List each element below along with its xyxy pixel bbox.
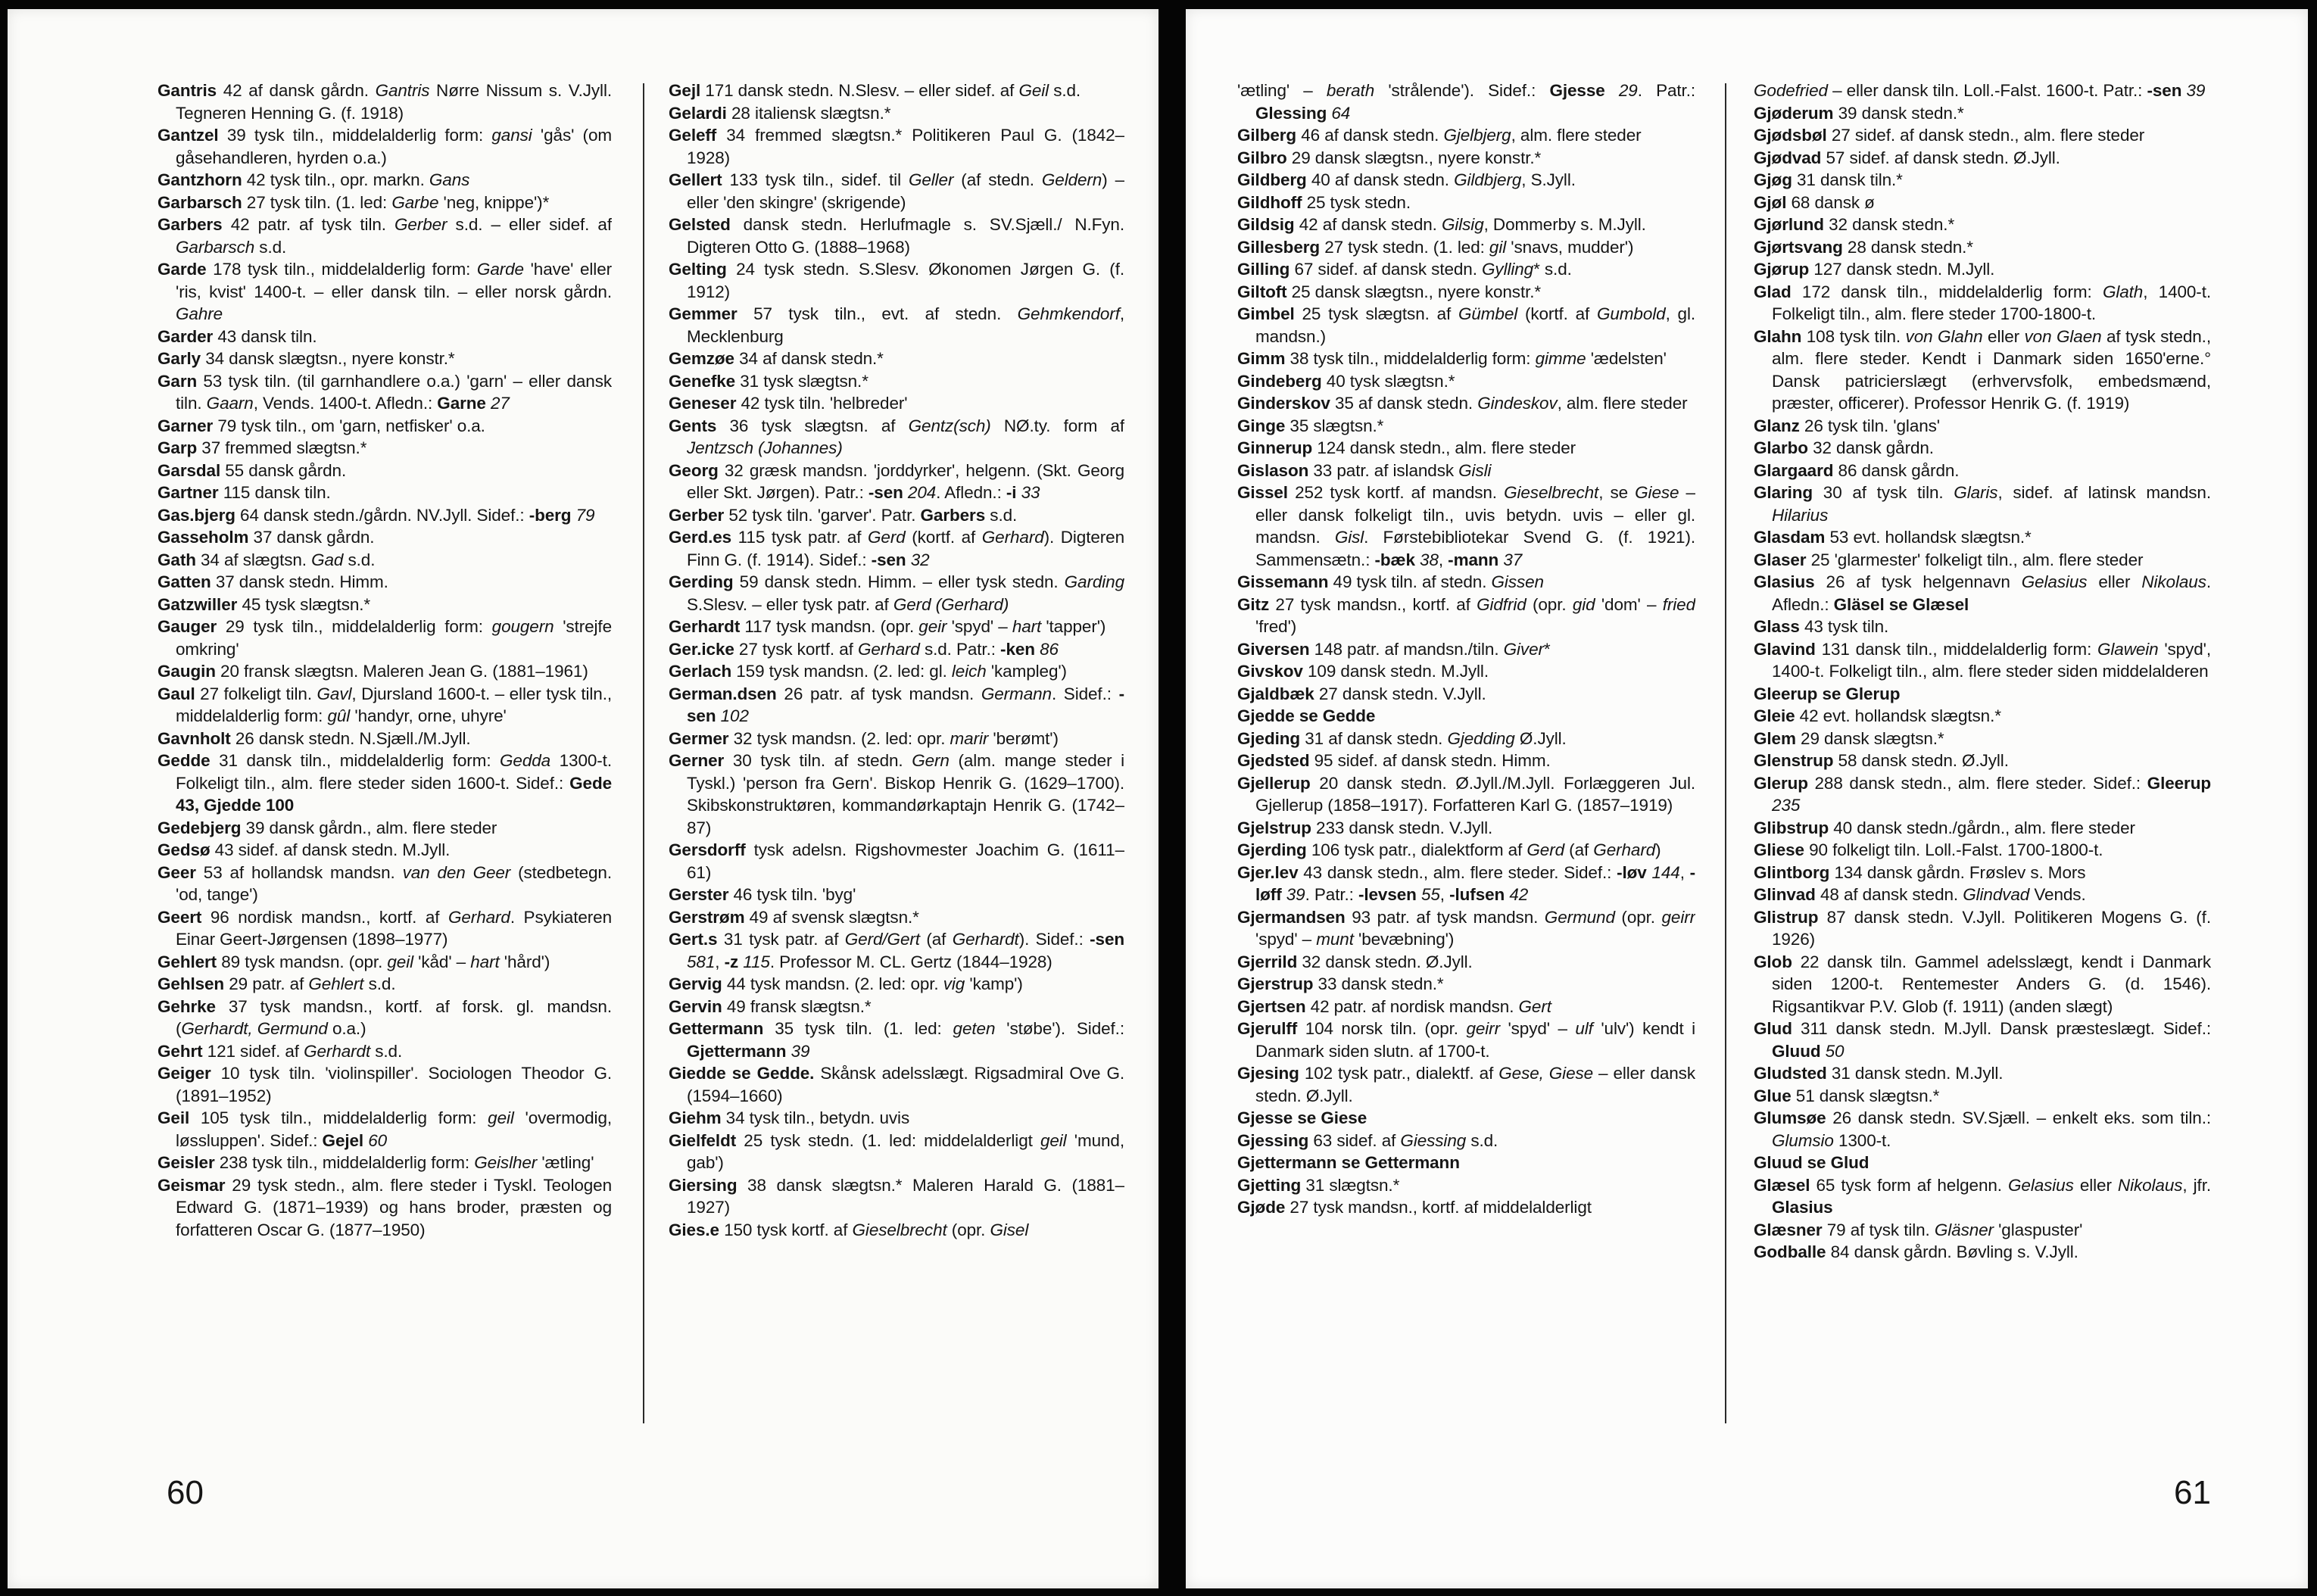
dictionary-entry: Gjesing 102 tysk patr., dialektf. af Gese, Giese – eller dansk stedn. Ø.Jyll.	[1237, 1064, 1695, 1105]
dictionary-entry: Garly 34 dansk slægtsn., nyere konstr.*	[157, 349, 455, 368]
dictionary-entry: Geiger 10 tysk tiln. 'violinspiller'. Sociologen Theodor G. (1891–1952)	[157, 1064, 612, 1105]
left-page-column-1	[157, 79, 612, 1437]
dictionary-entry: Gjørup 127 dansk stedn. M.Jyll.	[1754, 260, 1995, 279]
dictionary-entry: Glad 172 dansk tiln., middelalderlig form: Glath, 1400-t. Folkeligt tiln., alm. flere steder 1700-1800-t.	[1754, 282, 2211, 323]
dictionary-entry: Giersing 38 dansk slægtsn.* Maleren Harald G. (1881–1927)	[669, 1175, 1124, 1217]
dictionary-entry: Gitz 27 tysk mandsn., kortf. af Gidfrid (opr. gid 'dom' – fried 'fred')	[1237, 594, 1695, 636]
dictionary-entry: Gelsted dansk stedn. Herlufmagle s. SV.Sjæll./ N.Fyn. Digteren Otto G. (1888–1968)	[669, 215, 1124, 257]
dictionary-entry: Geleff 34 fremmed slægtsn.* Politikeren Paul G. (1842–1928)	[669, 126, 1124, 167]
dictionary-entry: Gjedde se Gedde	[1237, 706, 1376, 725]
dictionary-entry: Ger.icke 27 tysk kortf. af Gerhard s.d. Patr.: -ken 86	[669, 639, 1059, 659]
dictionary-entry: Gas.bjerg 64 dansk stedn./gårdn. NV.Jyll. Sidef.: -berg 79	[157, 505, 595, 525]
dictionary-entry: Gantris 42 af dansk gårdn. Gantris Nørre Nissum s. V.Jyll. Tegneren Henning G. (f. 1918)	[157, 81, 612, 123]
dictionary-entry: Gjettermann se Gettermann	[1237, 1153, 1460, 1172]
dictionary-entry: Gjødsbøl 27 sidef. af dansk stedn., alm. flere steder	[1754, 126, 2145, 145]
dictionary-entry: Gjødvad 57 sidef. af dansk stedn. Ø.Jyll.	[1754, 148, 2060, 167]
dictionary-entry: Glasius 26 af tysk helgennavn Gelasius eller Nikolaus. Afledn.: Gläsel se Glæsel	[1754, 572, 2211, 614]
page-number: 60	[167, 1474, 204, 1511]
dictionary-entry: Gildberg 40 af dansk stedn. Gildbjerg, S.Jyll.	[1237, 170, 1576, 189]
dictionary-entry: Gauger 29 tysk tiln., middelalderlig form: gougern 'strejfe omkring'	[157, 617, 612, 659]
dictionary-entry: Gehlert 89 tysk mandsn. (opr. geil 'kåd' – hart 'hård')	[157, 952, 550, 971]
dictionary-entry: Gjøg 31 dansk tiln.*	[1754, 170, 1903, 189]
dictionary-entry: Gjerulff 104 norsk tiln. (opr. geirr 'spyd' – ulf 'ulv') kendt i Danmark siden slutn. af 1700-t.	[1237, 1019, 1695, 1061]
dictionary-entry: Gjellerup 20 dansk stedn. Ø.Jyll./M.Jyll. Forlæggeren Jul. Gjellerup (1858–1917). Forfatteren Karl G. (1857–1919)	[1237, 773, 1695, 815]
dictionary-entry: Gjesse se Giese	[1237, 1108, 1367, 1127]
left-page	[8, 9, 1158, 1588]
dictionary-entry: Gatzwiller 45 tysk slægtsn.*	[157, 594, 371, 614]
dictionary-entry: Glumsøe 26 dansk stedn. SV.Sjæll. – enkelt eks. som tiln.: Glumsio 1300-t.	[1754, 1108, 2211, 1150]
dictionary-entry: Gjøl 68 dansk ø	[1754, 192, 1875, 212]
dictionary-entry: Glahn 108 tysk tiln. von Glahn eller von Glaen af tysk stedn., alm. flere steder. Kendt i Danmark siden 1650'erne.° Dansk patricierslægt (erhvervsfolk, embedsmænd, præster, officerer). Professor Henrik G. (f. 1919)	[1754, 326, 2211, 413]
dictionary-entry: Gedsø 43 sidef. af dansk stedn. M.Jyll.	[157, 840, 451, 859]
dictionary-entry: Glem 29 dansk slægtsn.*	[1754, 728, 1944, 748]
dictionary-entry: Gilberg 46 af dansk stedn. Gjelbjerg, alm. flere steder	[1237, 126, 1642, 145]
dictionary-entry: Ginnerup 124 dansk stedn., alm. flere steder	[1237, 438, 1576, 457]
dictionary-entry: Glass 43 tysk tiln.	[1754, 617, 1889, 636]
dictionary-entry: Glaring 30 af tysk tiln. Glaris, sidef. af latinsk mandsn. Hilarius	[1754, 483, 2211, 525]
dictionary-entry: Glæsner 79 af tysk tiln. Gläsner 'glaspuster'	[1754, 1220, 2083, 1239]
dictionary-entry: Gjermandsen 93 patr. af tysk mandsn. Germund (opr. geirr 'spyd' – munt 'bevæbning')	[1237, 907, 1695, 949]
dictionary-entry: Glinvad 48 af dansk stedn. Glindvad Vends.	[1754, 885, 2086, 904]
dictionary-entry: Giversen 148 patr. af mandsn./tiln. Giver*	[1237, 639, 1551, 659]
dictionary-entry: Gjelstrup 233 dansk stedn. V.Jyll.	[1237, 818, 1493, 837]
dictionary-entry: Gjessing 63 sidef. af Giessing s.d.	[1237, 1130, 1498, 1150]
right-page	[1186, 9, 2308, 1588]
dictionary-entry: Gildsig 42 af dansk stedn. Gilsig, Dommerby s. M.Jyll.	[1237, 215, 1646, 234]
dictionary-entry: Gerd.es 115 tysk patr. af Gerd (kortf. af Gerhard). Digteren Finn G. (f. 1914). Sidef.: -sen 32	[669, 528, 1124, 569]
dictionary-entry: Garner 79 tysk tiln., om 'garn, netfisker' o.a.	[157, 416, 485, 435]
dictionary-entry: Glaser 25 'glarmester' folkeligt tiln., alm. flere steder	[1754, 550, 2144, 569]
dictionary-entry: Ginge 35 slægtsn.*	[1237, 416, 1384, 435]
dictionary-entry: Gehrt 121 sidef. af Gerhardt s.d.	[157, 1041, 403, 1061]
dictionary-entry: Gliese 90 folkeligt tiln. Loll.-Falst. 1700-1800-t.	[1754, 840, 2103, 859]
dictionary-entry: Gervig 44 tysk mandsn. (2. led: opr. vig 'kamp')	[669, 974, 1023, 993]
dictionary-entry: Gantzhorn 42 tysk tiln., opr. markn. Gans	[157, 170, 470, 189]
left-page-column-2	[669, 79, 1124, 1437]
dictionary-entry: Gerding 59 dansk stedn. Himm. – eller tysk stedn. Garding S.Slesv. – eller tysk patr. af Gerd (Gerhard)	[669, 572, 1124, 614]
dictionary-entry: Gielfeldt 25 tysk stedn. (1. led: middelalderligt geil 'mund, gab')	[669, 1130, 1124, 1172]
dictionary-entry: Gaul 27 folkeligt tiln. Gavl, Djursland 1600-t. – eller tysk tiln., middelalderlig form: gûl 'handyr, orne, uhyre'	[157, 684, 612, 725]
dictionary-entry: Gleie 42 evt. hollandsk slægtsn.*	[1754, 706, 2001, 725]
dictionary-entry: Gelardi 28 italiensk slægtsn.*	[669, 103, 891, 123]
dictionary-entry: Gludsted 31 dansk stedn. M.Jyll.	[1754, 1064, 2004, 1083]
column-divider	[1725, 83, 1726, 1423]
dictionary-entry: Glistrup 87 dansk stedn. V.Jyll. Politikeren Mogens G. (f. 1926)	[1754, 907, 2211, 949]
dictionary-entry: Gjøde 27 tysk mandsn., kortf. af middelalderligt	[1237, 1198, 1592, 1217]
dictionary-entry: Gjaldbæk 27 dansk stedn. V.Jyll.	[1237, 684, 1486, 703]
dictionary-entry: Glenstrup 58 dansk stedn. Ø.Jyll.	[1754, 751, 2009, 770]
dictionary-entry: Garn 53 tysk tiln. (til garnhandlere o.a.) 'garn' – eller dansk tiln. Gaarn, Vends. 1400-t. Afledn.: Garne 27	[157, 371, 612, 413]
dictionary-entry: Gemzøe 34 af dansk stedn.*	[669, 349, 884, 368]
dictionary-entry: Gemmer 57 tysk tiln., evt. af stedn. Gehmkendorf, Mecklenburg	[669, 304, 1124, 346]
dictionary-entry: Gartner 115 dansk tiln.	[157, 483, 331, 502]
dictionary-entry: Glargaard 86 dansk gårdn.	[1754, 460, 1960, 480]
dictionary-entry: Gervin 49 fransk slægtsn.*	[669, 996, 872, 1016]
dictionary-entry: Gath 34 af slægtsn. Gad s.d.	[157, 550, 376, 569]
dictionary-entry: Gjørlund 32 dansk stedn.*	[1754, 215, 1955, 234]
dictionary-entry: Gimbel 25 tysk slægtsn. af Gümbel (kortf. af Gumbold, gl. mandsn.)	[1237, 304, 1695, 346]
dictionary-entry: Gantzel 39 tysk tiln., middelalderlig form: gansi 'gås' (om gåsehandleren, hyrden o.a.)	[157, 126, 612, 167]
dictionary-entry: Gillesberg 27 tysk stedn. (1. led: gil 'snavs, mudder')	[1237, 237, 1634, 257]
dictionary-entry: Gjetting 31 slægtsn.*	[1237, 1175, 1400, 1195]
dictionary-entry: Gatten 37 dansk stedn. Himm.	[157, 572, 388, 591]
dictionary-entry: Geert 96 nordisk mandsn., kortf. af Gerhard. Psykiateren Einar Geert-Jørgensen (1898–1977)	[157, 907, 612, 949]
dictionary-entry: Gerner 30 tysk tiln. af stedn. Gern (alm. mange steder i Tyskl.) 'person fra Gern'. Biskop Henrik G. (1629–1700). Skibskonstruktøren, kommandørkaptajn Henrik G. (1742–87)	[669, 751, 1124, 837]
dictionary-entry: Glibstrup 40 dansk stedn./gårdn., alm. flere steder	[1754, 818, 2135, 837]
dictionary-entry: Gerster 46 tysk tiln. 'byg'	[669, 885, 856, 904]
dictionary-entry: Geer 53 af hollandsk mandsn. van den Geer (stedbetegn. 'od, tange')	[157, 862, 612, 904]
dictionary-entry: Gersdorff tysk adelsn. Rigshovmester Joachim G. (1611–61)	[669, 840, 1124, 882]
dictionary-entry: Gedebjerg 39 dansk gårdn., alm. flere steder	[157, 818, 497, 837]
dictionary-entry: Geneser 42 tysk tiln. 'helbreder'	[669, 394, 908, 413]
dictionary-entry: Godballe 84 dansk gårdn. Bøvling s. V.Jyll.	[1754, 1242, 2078, 1261]
dictionary-entry: Gellert 133 tysk tiln., sidef. til Geller (af stedn. Geldern) – eller 'den skingre' (skrigende)	[669, 170, 1124, 212]
dictionary-entry: Gehlsen 29 patr. af Gehlert s.d.	[157, 974, 396, 993]
dictionary-entry: Glarbo 32 dansk gårdn.	[1754, 438, 1934, 457]
dictionary-entry: Glasdam 53 evt. hollandsk slægtsn.*	[1754, 528, 2032, 547]
dictionary-entry: Giltoft 25 dansk slægtsn., nyere konstr.*	[1237, 282, 1542, 301]
dictionary-entry: Genefke 31 tysk slægtsn.*	[669, 371, 868, 391]
dictionary-entry: Gert.s 31 tysk patr. af Gerd/Gert (af Gerhardt). Sidef.: -sen 581, -z 115. Professor M. CL. Gertz (1844–1928)	[669, 930, 1124, 971]
dictionary-entry: Gjøderum 39 dansk stedn.*	[1754, 103, 1964, 123]
dictionary-entry: Gavnholt 26 dansk stedn. N.Sjæll./M.Jyll.	[157, 728, 471, 748]
dictionary-entry: 'ætling' – berath 'strålende'). Sidef.: Gjesse 29. Patr.: Glessing 64	[1237, 81, 1695, 123]
dictionary-entry: Garsdal 55 dansk gårdn.	[157, 460, 347, 480]
dictionary-entry: Glud 311 dansk stedn. M.Jyll. Dansk præsteslægt. Sidef.: Gluud 50	[1754, 1019, 2211, 1061]
dictionary-entry: Garbarsch 27 tysk tiln. (1. led: Garbe 'neg, knippe')*	[157, 192, 550, 212]
dictionary-entry: Gjer.lev 43 dansk stedn., alm. flere steder. Sidef.: -løv 144, -løff 39. Patr.: -levsen 55, -lufsen 42	[1237, 862, 1695, 904]
dictionary-entry: Gislason 33 patr. af islandsk Gisli	[1237, 460, 1492, 480]
dictionary-entry: Gedde 31 dansk tiln., middelalderlig form: Gedda 1300-t. Folkeligt tiln., alm. flere steder siden 1600-t. Sidef.: Gede 43, Gjedde 100	[157, 751, 612, 815]
dictionary-entry: Gimm 38 tysk tiln., middelalderlig form: gimme 'ædelsten'	[1237, 349, 1667, 368]
dictionary-entry: German.dsen 26 patr. af tysk mandsn. Germann. Sidef.: -sen 102	[669, 684, 1124, 725]
dictionary-entry: Gerhardt 117 tysk mandsn. (opr. geir 'spyd' – hart 'tapper')	[669, 617, 1106, 636]
dictionary-entry: Gilbro 29 dansk slægtsn., nyere konstr.*	[1237, 148, 1542, 167]
right-page-column-1	[1237, 79, 1695, 1437]
dictionary-entry: Gaugin 20 fransk slægtsn. Maleren Jean G. (1881–1961)	[157, 662, 588, 681]
dictionary-entry: Glob 22 dansk tiln. Gammel adelsslægt, kendt i Danmark siden 1200-t. Rentemester Anders G. (d. 1546). Rigsantikvar P.V. Glob (f. 1911) (anden slægt)	[1754, 952, 2211, 1016]
dictionary-entry: Gjørtsvang 28 dansk stedn.*	[1754, 237, 1973, 257]
dictionary-entry: Gjertsen 42 patr. af nordisk mandsn. Gert	[1237, 996, 1551, 1016]
dictionary-entry: Gilling 67 sidef. af dansk stedn. Gylling* s.d.	[1237, 260, 1572, 279]
column-divider	[643, 83, 644, 1423]
dictionary-entry: Gerlach 159 tysk mandsn. (2. led: gl. leich 'kampleg')	[669, 662, 1067, 681]
dictionary-entry: Gjerding 106 tysk patr., dialektform af Gerd (af Gerhard)	[1237, 840, 1661, 859]
dictionary-entry: Gleerup se Glerup	[1754, 684, 1901, 703]
dictionary-entry: Giedde se Gedde. Skånsk adelsslægt. Rigsadmiral Ove G. (1594–1660)	[669, 1064, 1124, 1105]
dictionary-entry: Giehm 34 tysk tiln., betydn. uvis	[669, 1108, 910, 1127]
dictionary-entry: Gissel 252 tysk kortf. af mandsn. Gieselbrecht, se Giese – eller dansk folkeligt tiln., uvis betydn. uvis – eller gl. mandsn. Gisl. Førstebibliotekar Svend G. (f. 1921). Sammensætn.: -bæk 38, -mann 37	[1237, 483, 1695, 569]
dictionary-entry: Gents 36 tysk slægtsn. af Gentz(sch) NØ.ty. form af Jentzsch (Johannes)	[669, 416, 1124, 457]
dictionary-entry: Garde 178 tysk tiln., middelalderlig form: Garde 'have' eller 'ris, kvist' 1400-t. – eller dansk tiln. – eller norsk gårdn. Gahre	[157, 260, 612, 323]
dictionary-entry: Gasseholm 37 dansk gårdn.	[157, 528, 375, 547]
dictionary-entry: Gildhoff 25 tysk stedn.	[1237, 192, 1411, 212]
dictionary-entry: Gettermann 35 tysk tiln. (1. led: geten 'støbe'). Sidef.: Gjettermann 39	[669, 1019, 1124, 1061]
page-number: 61	[2174, 1474, 2211, 1511]
dictionary-entry: Garbers 42 patr. af tysk tiln. Gerber s.d. – eller sidef. af Garbarsch s.d.	[157, 215, 612, 257]
dictionary-entry: Garp 37 fremmed slægtsn.*	[157, 438, 367, 457]
dictionary-entry: Gerstrøm 49 af svensk slægtsn.*	[669, 907, 919, 927]
dictionary-entry: Gjerstrup 33 dansk stedn.*	[1237, 974, 1444, 993]
dictionary-entry: Glavind 131 dansk tiln., middelalderlig form: Glawein 'spyd', 1400-t. Folkeligt tiln., alm. flere steder siden middelalderen	[1754, 639, 2211, 681]
dictionary-entry: Ginderskov 35 af dansk stedn. Gindeskov, alm. flere steder	[1237, 394, 1688, 413]
dictionary-entry: Glæsel 65 tysk form af helgenn. Gelasius eller Nikolaus, jfr. Glasius	[1754, 1175, 2211, 1217]
dictionary-entry: Gluud se Glud	[1754, 1153, 1870, 1172]
dictionary-entry: Gjedsted 95 sidef. af dansk stedn. Himm.	[1237, 751, 1551, 770]
dictionary-entry: Gerber 52 tysk tiln. 'garver'. Patr. Garbers s.d.	[669, 505, 1018, 525]
dictionary-entry: Geismar 29 tysk stedn., alm. flere steder i Tyskl. Teologen Edward G. (1871–1939) og hans broder, præsten og forfatteren Oscar G. (1877–1950)	[157, 1175, 612, 1239]
dictionary-entry: Geil 105 tysk tiln., middelalderlig form: geil 'overmodig, løssluppen'. Sidef.: Gejel 60	[157, 1108, 612, 1150]
dictionary-entry: Gjeding 31 af dansk stedn. Gjedding Ø.Jyll.	[1237, 728, 1567, 748]
dictionary-entry: Gelting 24 tysk stedn. S.Slesv. Økonomen Jørgen G. (f. 1912)	[669, 260, 1124, 301]
dictionary-entry: Germer 32 tysk mandsn. (2. led: opr. marir 'berømt')	[669, 728, 1059, 748]
dictionary-entry: Georg 32 græsk mandsn. 'jorddyrker', helgenn. (Skt. Georg eller Skt. Jørgen). Patr.: -sen 204. Afledn.: -i 33	[669, 460, 1124, 502]
dictionary-entry: Gjerrild 32 dansk stedn. Ø.Jyll.	[1237, 952, 1473, 971]
dictionary-entry: Givskov 109 dansk stedn. M.Jyll.	[1237, 662, 1489, 681]
dictionary-entry: Glerup 288 dansk stedn., alm. flere steder. Sidef.: Gleerup 235	[1754, 773, 2211, 815]
dictionary-entry: Gindeberg 40 tysk slægtsn.*	[1237, 371, 1455, 391]
dictionary-entry: Glintborg 134 dansk gårdn. Frøslev s. Mors	[1754, 862, 2086, 882]
dictionary-entry: Glanz 26 tysk tiln. 'glans'	[1754, 416, 1940, 435]
dictionary-entry: Glue 51 dansk slægtsn.*	[1754, 1086, 1940, 1105]
dictionary-entry: Garder 43 dansk tiln.	[157, 326, 317, 346]
right-page-column-2	[1754, 79, 2211, 1437]
dictionary-entry: Gissemann 49 tysk tiln. af stedn. Gissen	[1237, 572, 1544, 591]
dictionary-entry: Geisler 238 tysk tiln., middelalderlig form: Geislher 'ætling'	[157, 1153, 594, 1172]
dictionary-entry: Gejl 171 dansk stedn. N.Slesv. – eller sidef. af Geil s.d.	[669, 81, 1081, 100]
dictionary-entry: Godefried – eller dansk tiln. Loll.-Falst. 1600-t. Patr.: -sen 39	[1754, 81, 2206, 100]
dictionary-entry: Gies.e 150 tysk kortf. af Gieselbrecht (opr. Gisel	[669, 1220, 1029, 1239]
dictionary-entry: Gehrke 37 tysk mandsn., kortf. af forsk. gl. mandsn. (Gerhardt, Germund o.a.)	[157, 996, 612, 1038]
